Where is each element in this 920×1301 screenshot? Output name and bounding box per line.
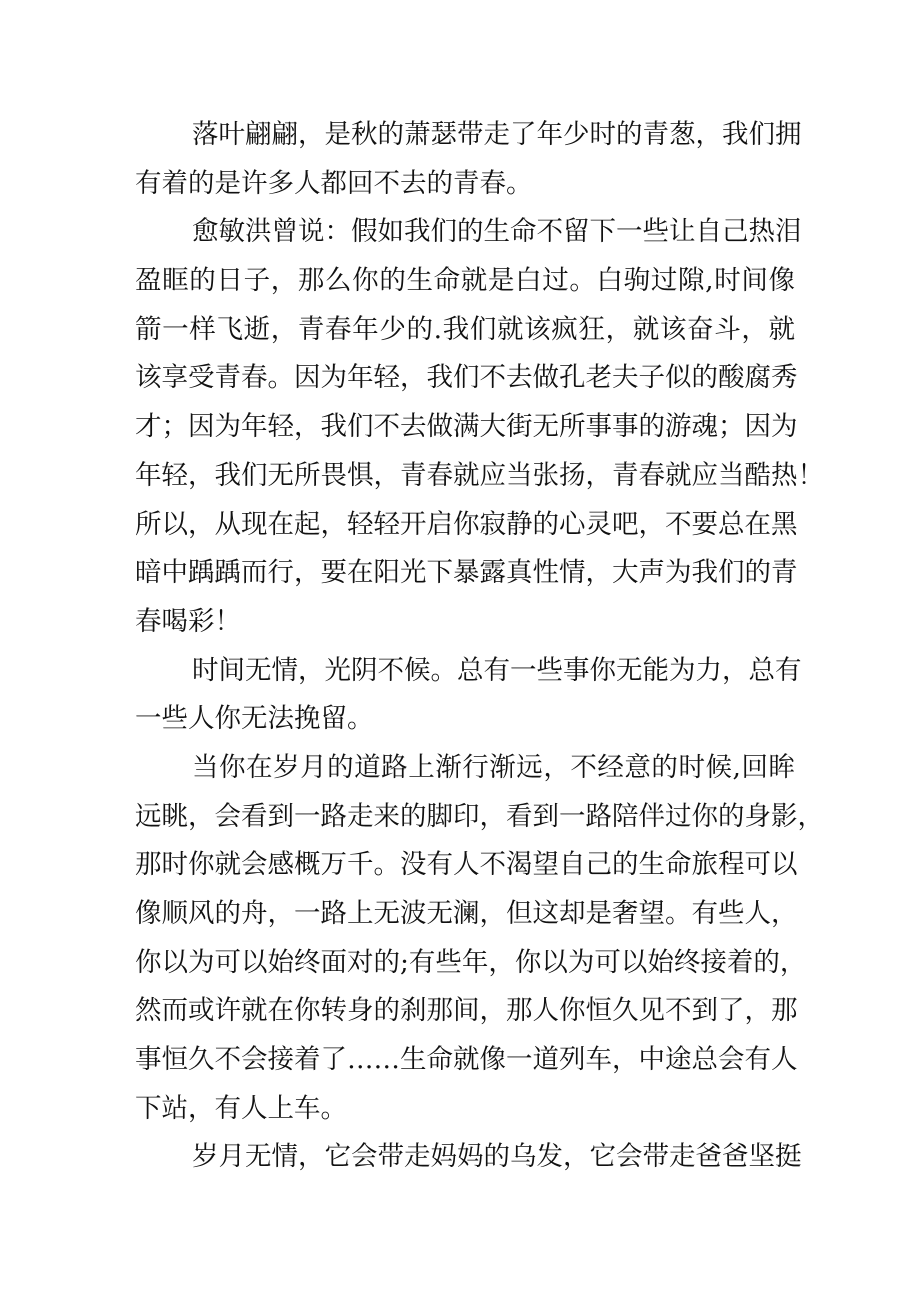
text-line: 年轻，我们无所畏惧，青春就应当张扬，青春就应当酷热！ [135, 459, 824, 491]
paragraph [135, 744, 824, 1134]
text-line: 才；因为年轻，我们不去做满大街无所事事的游魂；因为 [135, 411, 798, 443]
text-line: 该享受青春。因为年轻，我们不去做孔老夫子似的酸腐秀 [135, 362, 798, 394]
text-line: 有着的是许多人都回不去的青春。 [135, 167, 533, 199]
text-line: 春喝彩！ [135, 605, 241, 637]
text-line: 当你在岁月的道路上渐行渐远，不经意的时候,回眸 [192, 751, 795, 783]
text-line: 所以，从现在起，轻轻开启你寂静的心灵吧，不要总在黑 [135, 508, 798, 540]
text-line: 一些人你无法挽留。 [135, 703, 374, 735]
paragraph [135, 1133, 802, 1182]
text-line: 那时你就会感概万千。没有人不渴望自己的生命旅程可以 [135, 849, 798, 881]
paragraph [135, 647, 802, 744]
text-line: 暗中踽踽而行，要在阳光下暴露真性情，大声为我们的青 [135, 557, 798, 589]
text-line: 愈敏洪曾说：假如我们的生命不留下一些让自己热泪 [192, 216, 802, 248]
text-line: 时间无情，光阴不候。总有一些事你无能为力，总有 [192, 654, 802, 686]
text-line: 落叶翩翩，是秋的萧瑟带走了年少时的青葱，我们拥 [192, 119, 802, 150]
paragraph [135, 208, 824, 646]
text-line: 岁月无情，它会带走妈妈的乌发，它会带走爸爸坚挺 [192, 1141, 802, 1173]
text-line: 远眺，会看到一路走来的脚印，看到一路陪伴过你的身影， [135, 800, 824, 832]
text-line: 下站，有人上车。 [135, 1092, 347, 1124]
text-line: 然而或许就在你转身的刹那间，那人你恒久见不到了，那 [135, 995, 798, 1027]
text-line: 箭一样飞逝，青春年少的.我们就该疯狂，就该奋斗，就 [135, 313, 795, 345]
text-line: 你以为可以始终面对的;有些年，你以为可以始终接着的， [135, 946, 807, 978]
text-line: 像顺风的舟，一路上无波无澜，但这却是奢望。有些人， [135, 898, 798, 929]
text-line: 事恒久不会接着了……生命就像一道列车，中途总会有人 [135, 1044, 798, 1076]
paragraph [135, 111, 802, 208]
document-body [135, 111, 824, 1182]
text-line: 盈眶的日子，那么你的生命就是白过。白驹过隙,时间像 [135, 265, 795, 297]
